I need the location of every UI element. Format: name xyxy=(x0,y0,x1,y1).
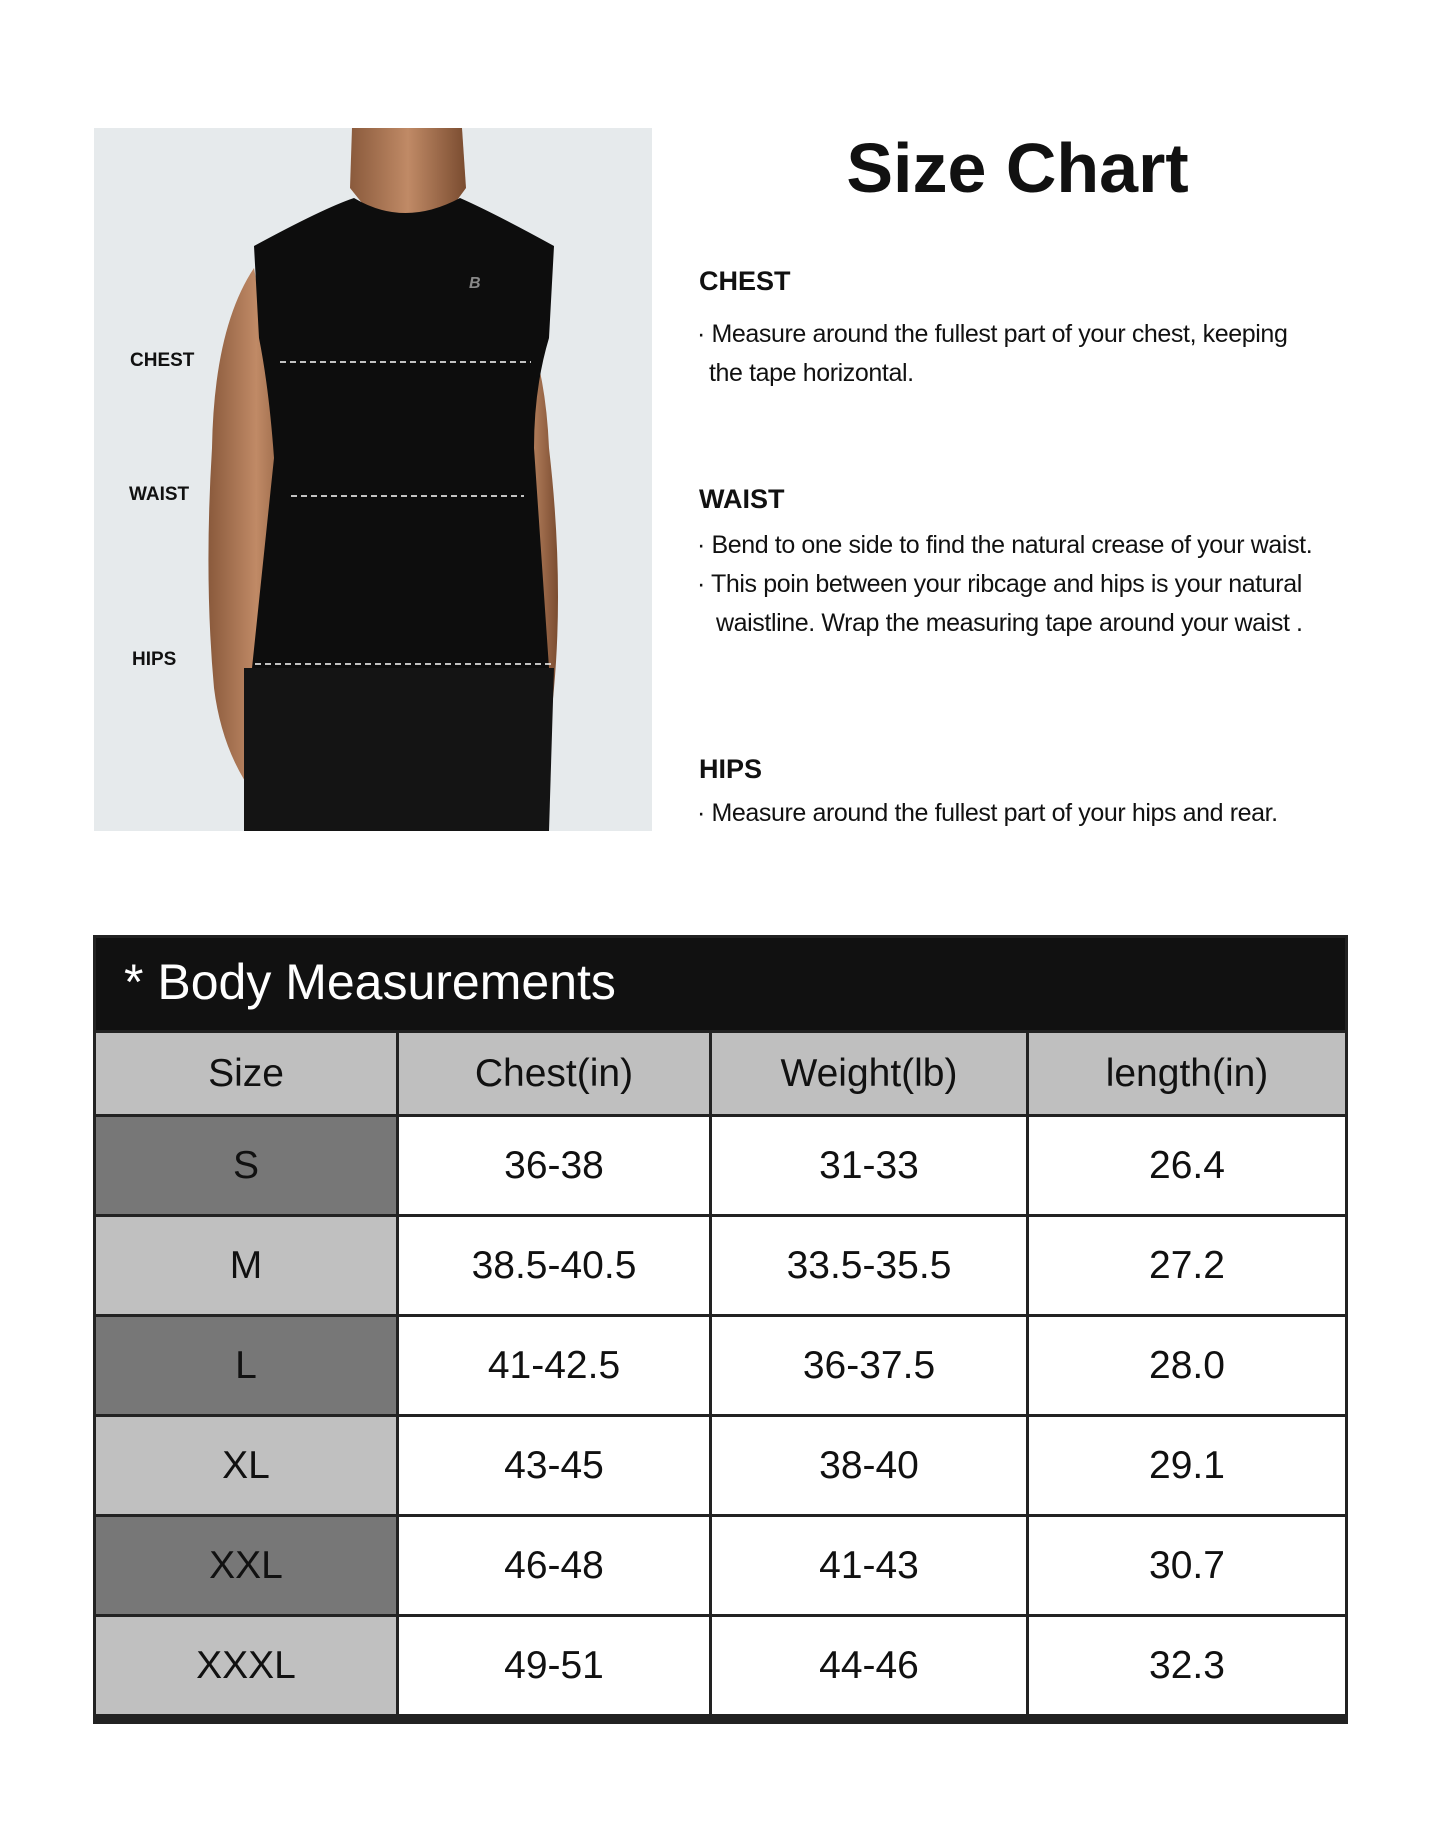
size-cell: S xyxy=(96,1117,399,1214)
header-cell: Size xyxy=(96,1033,399,1114)
value-cell: 46-48 xyxy=(399,1517,712,1614)
size-cell: L xyxy=(96,1317,399,1414)
hips-text: · Measure around the fullest part of your hips and rear. xyxy=(697,799,1278,827)
value-cell: 41-43 xyxy=(712,1517,1029,1614)
value-cell: 43-45 xyxy=(399,1417,712,1514)
hips-label: HIPS xyxy=(132,649,177,670)
model-photo xyxy=(94,128,652,831)
value-cell: 44-46 xyxy=(712,1617,1029,1714)
table-row xyxy=(96,1514,1345,1614)
value-cell: 38.5-40.5 xyxy=(399,1217,712,1314)
page-title: Size Chart xyxy=(846,129,1189,207)
size-table xyxy=(93,935,1348,1724)
chest-text: · Measure around the fullest part of your chest, keeping xyxy=(697,320,1288,348)
table-title: * Body Measurements xyxy=(96,938,1345,1030)
waist-text: · This poin between your ribcage and hips is your natural xyxy=(697,570,1302,598)
size-cell: M xyxy=(96,1217,399,1314)
waist-heading: WAIST xyxy=(699,484,785,514)
svg-text:B: B xyxy=(469,275,481,292)
chest-text: the tape horizontal. xyxy=(709,359,914,387)
value-cell: 36-38 xyxy=(399,1117,712,1214)
value-cell: 27.2 xyxy=(1029,1217,1345,1314)
waist-text: waistline. Wrap the measuring tape around your waist . xyxy=(716,609,1303,637)
table-header-row xyxy=(96,1030,1345,1114)
value-cell: 31-33 xyxy=(712,1117,1029,1214)
table-row xyxy=(96,1414,1345,1514)
value-cell: 49-51 xyxy=(399,1617,712,1714)
value-cell: 26.4 xyxy=(1029,1117,1345,1214)
hips-heading: HIPS xyxy=(699,754,763,784)
value-cell: 36-37.5 xyxy=(712,1317,1029,1414)
header-cell: Chest(in) xyxy=(399,1033,712,1114)
value-cell: 29.1 xyxy=(1029,1417,1345,1514)
header-cell: Weight(lb) xyxy=(712,1033,1029,1114)
chest-heading: CHEST xyxy=(699,266,791,296)
size-cell: XXL xyxy=(96,1517,399,1614)
table-row xyxy=(96,1214,1345,1314)
waist-text: · Bend to one side to find the natural crease of your waist. xyxy=(697,531,1313,559)
waist-label: WAIST xyxy=(129,484,190,505)
value-cell: 32.3 xyxy=(1029,1617,1345,1714)
value-cell: 38-40 xyxy=(712,1417,1029,1514)
table-row xyxy=(96,1614,1345,1714)
size-cell: XXXL xyxy=(96,1617,399,1714)
value-cell: 30.7 xyxy=(1029,1517,1345,1614)
size-cell: XL xyxy=(96,1417,399,1514)
header-cell: length(in) xyxy=(1029,1033,1345,1114)
value-cell: 33.5-35.5 xyxy=(712,1217,1029,1314)
table-row xyxy=(96,1314,1345,1414)
value-cell: 41-42.5 xyxy=(399,1317,712,1414)
chest-label: CHEST xyxy=(130,350,195,371)
value-cell: 28.0 xyxy=(1029,1317,1345,1414)
table-row xyxy=(96,1114,1345,1214)
